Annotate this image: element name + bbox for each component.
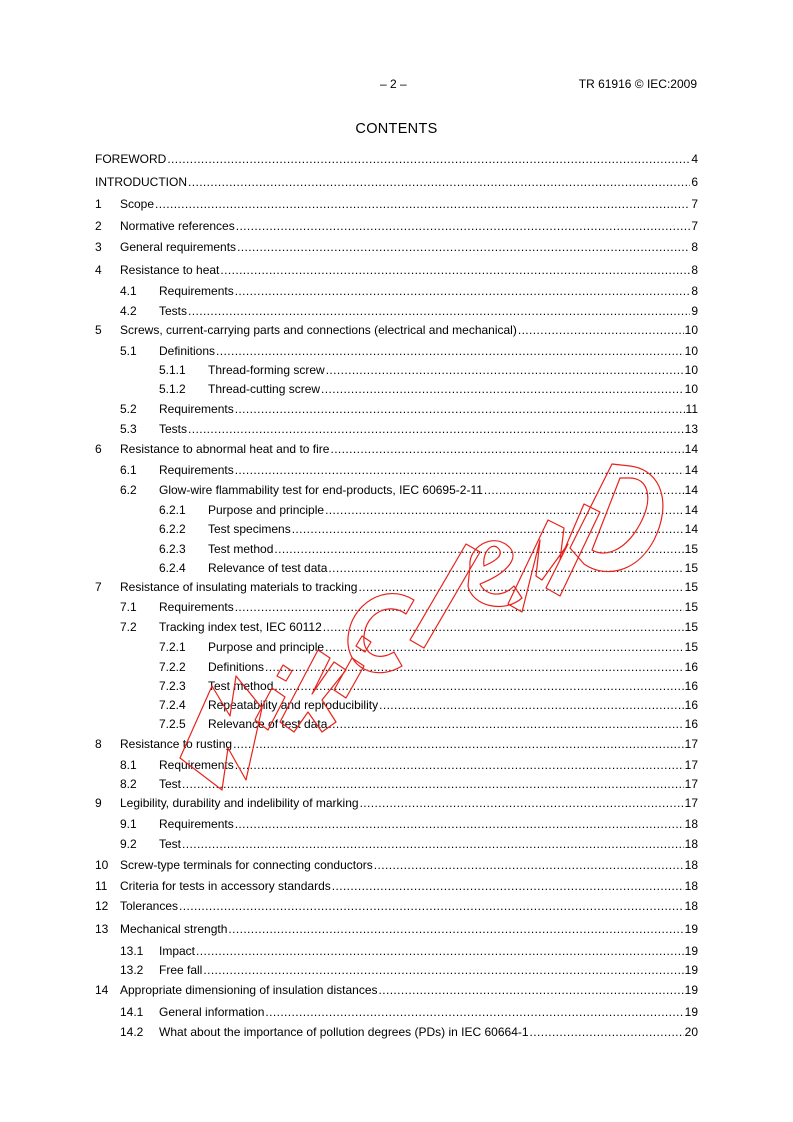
- toc-entry-page: 4: [691, 152, 698, 166]
- toc-entry[interactable]: [95, 344, 698, 358]
- toc-entry-title: Definitions: [159, 344, 216, 358]
- toc-entry-page: 15: [684, 620, 698, 634]
- toc-entry-number: 8.1: [120, 758, 137, 772]
- toc-entry[interactable]: [95, 758, 698, 772]
- toc-entry-number: 6.2.4: [159, 561, 186, 575]
- toc-entry-page: 8: [691, 240, 698, 254]
- toc-entry-title: Test method: [208, 679, 274, 693]
- toc-entry[interactable]: [95, 240, 698, 254]
- toc-entry[interactable]: [95, 263, 698, 277]
- toc-entry[interactable]: [95, 660, 698, 674]
- toc-entry[interactable]: [95, 879, 698, 893]
- toc-entry-number: 5.3: [120, 422, 137, 436]
- toc-entry-number: 7.2.4: [159, 698, 186, 712]
- dot-leader: [203, 963, 683, 977]
- toc-entry[interactable]: [95, 561, 698, 575]
- toc-entry-page: 10: [684, 382, 698, 396]
- toc-entry[interactable]: [95, 402, 698, 416]
- toc-entry-page: 15: [684, 640, 698, 654]
- toc-entry-page: 14: [684, 442, 698, 456]
- toc-entry-page: 14: [684, 483, 698, 497]
- dot-leader: [237, 240, 690, 254]
- toc-entry-number: 14.2: [120, 1025, 144, 1039]
- toc-entry[interactable]: [95, 1005, 698, 1019]
- toc-entry-page: 17: [684, 737, 698, 751]
- dot-leader: [235, 284, 691, 298]
- toc-entry[interactable]: [95, 944, 698, 958]
- toc-entry-title: Tolerances: [120, 899, 179, 913]
- toc-entry-page: 15: [684, 542, 698, 556]
- toc-entry-page: 18: [684, 817, 698, 831]
- toc-entry[interactable]: [95, 679, 698, 693]
- toc-entry-page: 19: [684, 983, 698, 997]
- dot-leader: [330, 442, 683, 456]
- toc-entry-title: Tracking index test, IEC 60112: [159, 620, 322, 634]
- toc-entry-title: Repeatability and reproducibility: [208, 698, 379, 712]
- toc-entry-page: 15: [684, 600, 698, 614]
- toc-entry-title: INTRODUCTION: [95, 175, 187, 189]
- toc-entry-number: 7.2.2: [159, 660, 186, 674]
- toc-entry[interactable]: [95, 777, 698, 791]
- toc-entry-number: 13.1: [120, 944, 144, 958]
- toc-entry[interactable]: [95, 542, 698, 556]
- toc-entry-page: 19: [684, 1005, 698, 1019]
- toc-entry[interactable]: [95, 197, 698, 211]
- toc-entry-page: 18: [684, 899, 698, 913]
- toc-entry-number: 5.1.1: [159, 363, 186, 377]
- toc-entry[interactable]: [95, 363, 698, 377]
- dot-leader: [235, 402, 685, 416]
- dot-leader: [235, 817, 684, 831]
- document-reference: TR 61916 © IEC:2009: [578, 77, 697, 91]
- toc-entry-page: 14: [684, 503, 698, 517]
- toc-entry-title: Requirements: [159, 817, 234, 831]
- dot-leader: [321, 382, 684, 396]
- toc-entry-number: 8: [95, 737, 102, 751]
- toc-entry[interactable]: [95, 522, 698, 536]
- dot-leader: [518, 323, 684, 337]
- toc-entry-title: Resistance of insulating materials to tracking: [120, 580, 358, 594]
- dot-leader: [216, 344, 684, 358]
- dot-leader: [379, 698, 684, 712]
- toc-entry-number: 14: [95, 983, 109, 997]
- dot-leader: [325, 503, 684, 517]
- toc-entry-page: 20: [684, 1025, 698, 1039]
- toc-entry-page: 18: [684, 837, 698, 851]
- toc-entry-title: Test: [159, 777, 182, 791]
- toc-entry-title: Thread-cutting screw: [208, 382, 321, 396]
- toc-entry[interactable]: [95, 284, 698, 298]
- toc-entry-number: 7: [95, 580, 102, 594]
- toc-entry-number: 6.2: [120, 483, 137, 497]
- toc-entry-title: General requirements: [120, 240, 237, 254]
- toc-entry-title: Requirements: [159, 758, 234, 772]
- toc-entry-title: Purpose and principle: [208, 503, 325, 517]
- toc-entry[interactable]: [95, 837, 698, 851]
- dot-leader: [484, 483, 684, 497]
- toc-entry-page: 9: [691, 304, 698, 318]
- dot-leader: [374, 858, 684, 872]
- toc-entry-page: 16: [684, 698, 698, 712]
- toc-entry-number: 6: [95, 442, 102, 456]
- toc-entry-page: 16: [684, 679, 698, 693]
- toc-entry-title: Tests: [159, 304, 188, 318]
- toc-entry[interactable]: [95, 323, 698, 337]
- contents-heading: CONTENTS: [355, 121, 438, 137]
- toc-entry-title: Resistance to heat: [120, 263, 220, 277]
- toc-entry-page: 15: [684, 561, 698, 575]
- toc-entry-page: 10: [684, 363, 698, 377]
- dot-leader: [179, 899, 684, 913]
- dot-leader: [182, 837, 684, 851]
- toc-entry-title: Requirements: [159, 600, 234, 614]
- dot-leader: [326, 363, 684, 377]
- toc-entry-page: 14: [684, 463, 698, 477]
- toc-entry-number: 11: [95, 879, 108, 893]
- toc-entry-number: 10: [95, 858, 109, 872]
- toc-entry-page: 10: [684, 344, 698, 358]
- toc-entry-number: 9.2: [120, 837, 137, 851]
- toc-entry-title: Resistance to rusting: [120, 737, 233, 751]
- toc-entry-number: 9.1: [120, 817, 137, 831]
- toc-entry[interactable]: [95, 796, 698, 810]
- toc-entry-number: 4.1: [120, 284, 137, 298]
- toc-entry[interactable]: [95, 717, 698, 731]
- toc-entry-number: 4: [95, 263, 102, 277]
- toc-entry-title: Relevance of test data: [208, 561, 328, 575]
- dot-leader: [530, 1025, 684, 1039]
- toc-entry-number: 6.1: [120, 463, 137, 477]
- toc-entry-number: 6.2.2: [159, 522, 186, 536]
- toc-entry[interactable]: [95, 422, 698, 436]
- toc-entry[interactable]: [95, 219, 698, 233]
- toc-entry[interactable]: [95, 858, 698, 872]
- toc-entry-number: 13.2: [120, 963, 144, 977]
- toc-entry[interactable]: [95, 817, 698, 831]
- dot-leader: [292, 522, 684, 536]
- toc-entry-title: Definitions: [208, 660, 265, 674]
- toc-entry[interactable]: [95, 483, 698, 497]
- toc-entry-page: 8: [691, 284, 698, 298]
- toc-entry[interactable]: [95, 698, 698, 712]
- toc-entry-title: Criteria for tests in accessory standards: [120, 879, 331, 893]
- toc-entry-page: 16: [684, 717, 698, 731]
- toc-entry[interactable]: [95, 600, 698, 614]
- toc-entry-page: 13: [684, 422, 698, 436]
- toc-entry[interactable]: [95, 382, 698, 396]
- dot-leader: [182, 777, 684, 791]
- dot-leader: [167, 152, 690, 166]
- dot-leader: [235, 758, 684, 772]
- toc-entry[interactable]: [95, 442, 698, 456]
- toc-entry[interactable]: [95, 175, 698, 189]
- toc-entry[interactable]: [95, 152, 698, 166]
- toc-entry-title: Resistance to abnormal heat and to fire: [120, 442, 330, 456]
- toc-entry-title: Relevance of test data: [208, 717, 328, 731]
- toc-entry-title: Legibility, durability and indelibility of marking: [120, 796, 359, 810]
- toc-entry-title: FOREWORD: [95, 152, 167, 166]
- toc-entry-page: 18: [684, 858, 698, 872]
- toc-entry-title: Purpose and principle: [208, 640, 325, 654]
- toc-entry-number: 7.2: [120, 620, 137, 634]
- dot-leader: [325, 640, 684, 654]
- toc-entry-number: 3: [95, 240, 102, 254]
- toc-entry-title: Requirements: [159, 284, 234, 298]
- toc-entry-title: Impact: [159, 944, 196, 958]
- toc-entry[interactable]: [95, 580, 698, 594]
- toc-entry-title: Test specimens: [208, 522, 291, 536]
- toc-entry-page: 19: [684, 922, 698, 936]
- page-number: – 2 –: [380, 77, 407, 91]
- toc-entry-title: Requirements: [159, 463, 234, 477]
- toc-entry-title: Thread-forming screw: [208, 363, 325, 377]
- toc-entry-title: Normative references: [120, 219, 235, 233]
- toc-entry-number: 5.1: [120, 344, 137, 358]
- toc-entry-number: 14.1: [120, 1005, 144, 1019]
- dot-leader: [265, 660, 684, 674]
- toc-entry-page: 18: [684, 879, 698, 893]
- toc-entry-title: Free fall: [159, 963, 203, 977]
- toc-entry-number: 7.2.5: [159, 717, 186, 731]
- dot-leader: [360, 796, 684, 810]
- toc-entry-page: 7: [691, 219, 698, 233]
- toc-entry-page: 11: [685, 402, 698, 416]
- toc-entry-number: 7.2.1: [159, 640, 186, 654]
- toc-entry-page: 19: [684, 944, 698, 958]
- toc-entry-number: 13: [95, 922, 109, 936]
- toc-entry-number: 8.2: [120, 777, 137, 791]
- dot-leader: [332, 879, 684, 893]
- dot-leader: [328, 561, 683, 575]
- toc-entry-title: Scope: [120, 197, 155, 211]
- dot-leader: [379, 983, 684, 997]
- dot-leader: [155, 197, 690, 211]
- toc-entry-title: Test: [159, 837, 182, 851]
- toc-entry-page: 15: [684, 580, 698, 594]
- toc-entry-number: 7.1: [120, 600, 137, 614]
- dot-leader: [265, 1005, 683, 1019]
- dot-leader: [188, 422, 684, 436]
- toc-entry-title: Test method: [208, 542, 274, 556]
- toc-entry-page: 7: [691, 197, 698, 211]
- toc-entry[interactable]: [95, 620, 698, 634]
- toc-entry[interactable]: [95, 899, 698, 913]
- dot-leader: [188, 175, 690, 189]
- toc-entry-number: 5: [95, 323, 102, 337]
- toc-entry[interactable]: [95, 463, 698, 477]
- dot-leader: [236, 219, 691, 233]
- toc-entry[interactable]: [95, 737, 698, 751]
- dot-leader: [228, 922, 683, 936]
- toc-entry-title: Appropriate dimensioning of insulation distances: [120, 983, 378, 997]
- toc-entry-number: 1: [95, 197, 102, 211]
- toc-entry-number: 9: [95, 796, 102, 810]
- toc-entry-number: 6.2.1: [159, 503, 186, 517]
- toc-entry-number: 5.2: [120, 402, 137, 416]
- toc-entry-page: 14: [684, 522, 698, 536]
- toc-entry-page: 10: [684, 323, 698, 337]
- toc-entry[interactable]: [95, 304, 698, 318]
- toc-entry-number: 2: [95, 219, 102, 233]
- toc-entry[interactable]: [95, 983, 698, 997]
- dot-leader: [328, 717, 683, 731]
- dot-leader: [323, 620, 684, 634]
- toc-entry-page: 17: [684, 796, 698, 810]
- toc-entry-title: Tests: [159, 422, 188, 436]
- dot-leader: [274, 542, 683, 556]
- toc-entry-title: Screw-type terminals for connecting conductors: [120, 858, 373, 872]
- toc-entry-title: General information: [159, 1005, 265, 1019]
- toc-entry-page: 8: [691, 263, 698, 277]
- toc-entry-page: 17: [684, 758, 698, 772]
- toc-entry-page: 17: [684, 777, 698, 791]
- toc-entry-title: What about the importance of pollution degrees (PDs) in IEC 60664-1: [159, 1025, 529, 1039]
- toc-entry[interactable]: [95, 922, 698, 936]
- toc-entry-number: 12: [95, 899, 109, 913]
- toc-entry-page: 19: [684, 963, 698, 977]
- toc-entry-title: Mechanical strength: [120, 922, 228, 936]
- toc-entry-number: 4.2: [120, 304, 137, 318]
- dot-leader: [188, 304, 690, 318]
- dot-leader: [235, 463, 684, 477]
- toc-entry-title: Screws, current-carrying parts and connections (electrical and mechanical): [120, 323, 517, 337]
- toc-entry[interactable]: [95, 640, 698, 654]
- toc-entry-number: 6.2.3: [159, 542, 186, 556]
- toc-entry[interactable]: [95, 503, 698, 517]
- toc-entry[interactable]: [95, 1025, 698, 1039]
- toc-entry-title: Requirements: [159, 402, 234, 416]
- dot-leader: [220, 263, 690, 277]
- toc-entry-page: 16: [684, 660, 698, 674]
- dot-leader: [235, 600, 684, 614]
- dot-leader: [274, 679, 683, 693]
- dot-leader: [233, 737, 684, 751]
- toc-entry[interactable]: [95, 963, 698, 977]
- toc-entry-title: Glow-wire flammability test for end-products, IEC 60695-2-11: [159, 483, 483, 497]
- dot-leader: [358, 580, 683, 594]
- toc-entry-number: 7.2.3: [159, 679, 186, 693]
- toc-entry-number: 5.1.2: [159, 382, 186, 396]
- dot-leader: [196, 944, 684, 958]
- toc-entry-page: 6: [691, 175, 698, 189]
